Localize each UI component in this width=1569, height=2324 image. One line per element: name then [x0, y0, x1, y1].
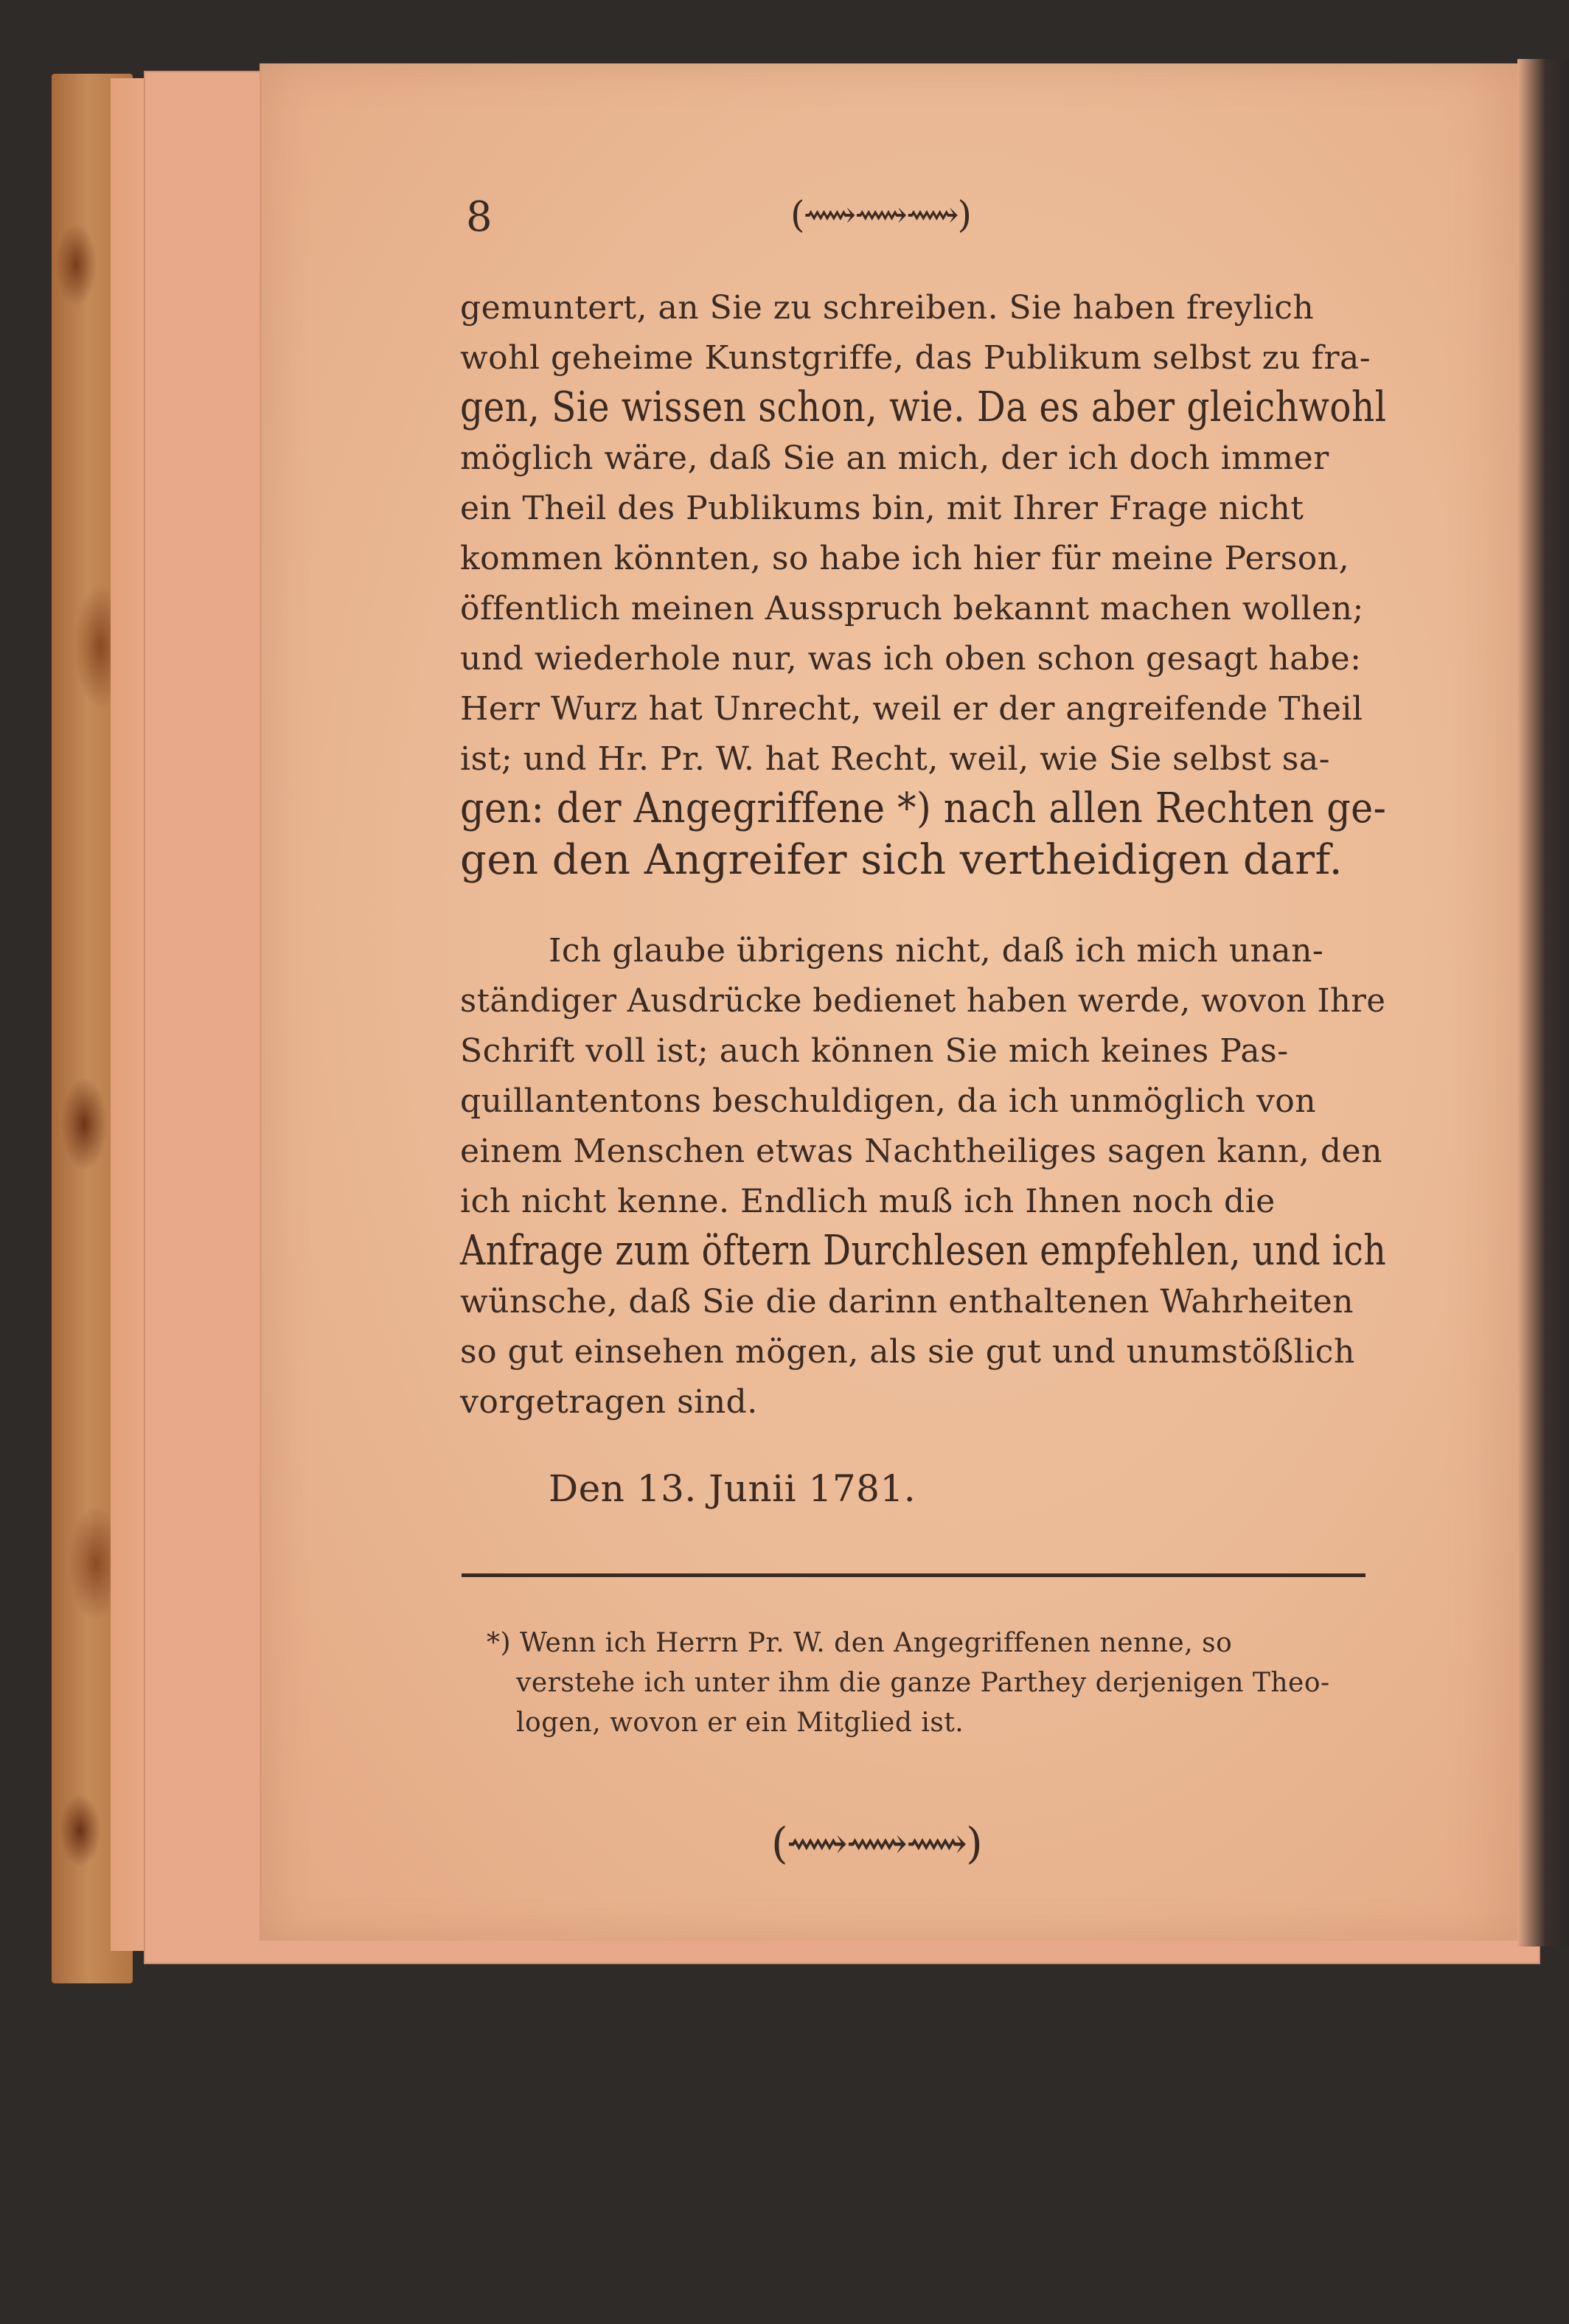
body-line: möglich wäre, daß Sie an mich, der ich doch immer [460, 439, 1329, 477]
footnote-line: logen, wovon er ein Mitglied ist. [516, 1708, 964, 1738]
body-line: wünsche, daß Sie die darinn enthaltenen Wahrheiten [460, 1283, 1354, 1321]
body-line: quillantentons beschuldigen, da ich unmöglich von [460, 1082, 1317, 1120]
body-line: Anfrage zum öftern Durchlesen empfehlen, und ich [460, 1227, 1387, 1275]
footnote-line: *) Wenn ich Herrn Pr. W. den Angegriffenen nenne, so [487, 1628, 1233, 1658]
body-line: ein Theil des Publikums bin, mit Ihrer Frage nicht [460, 490, 1304, 527]
footnote-rule [462, 1573, 1366, 1577]
body-line: gen: der Angegriffene *) nach allen Rechten ge- [460, 784, 1387, 832]
footnote-line: verstehe ich unter ihm die ganze Parthey derjenigen Theo- [516, 1668, 1330, 1698]
body-line: gen den Angreifer sich vertheidigen darf. [460, 836, 1343, 884]
date-line: Den 13. Junii 1781. [549, 1467, 916, 1510]
body-line: öffentlich meinen Ausspruch bekannt machen wollen; [460, 590, 1364, 627]
body-line: Schrift voll ist; auch können Sie mich keines Pas- [460, 1032, 1289, 1070]
body-line: gen, Sie wissen schon, wie. Da es aber gleichwohl [460, 383, 1387, 431]
body-line: so gut einsehen mögen, als sie gut und unumstößlich [460, 1333, 1355, 1371]
body-line: ständiger Ausdrücke bedienet haben werde, wovon Ihre [460, 982, 1386, 1020]
body-line: vorgetragen sind. [460, 1383, 758, 1421]
body-line: einem Menschen etwas Nachtheiliges sagen kann, den [460, 1133, 1382, 1170]
body-line: ich nicht kenne. Endlich muß ich Ihnen noch die [460, 1183, 1276, 1220]
body-line: und wiederhole nur, was ich oben schon gesagt habe: [460, 640, 1362, 678]
body-line: ist; und Hr. Pr. W. hat Recht, weil, wie Sie selbst sa- [460, 740, 1330, 778]
page-number: 8 [466, 193, 493, 241]
tailpiece-ornament: (⟿⟿⟿) [771, 1818, 981, 1868]
body-line: gemuntert, an Sie zu schreiben. Sie haben freylich [460, 289, 1315, 327]
body-line: kommen könnten, so habe ich hier für meine Person, [460, 540, 1350, 577]
header-ornament: (⟿⟿⟿) [790, 193, 971, 236]
page-gutter-shadow [1517, 59, 1569, 1946]
body-line: wohl geheime Kunstgriffe, das Publikum selbst zu fra- [460, 339, 1371, 377]
body-line: Herr Wurz hat Unrecht, weil er der angreifende Theil [460, 690, 1363, 728]
body-line: Ich glaube übrigens nicht, daß ich mich unan- [549, 932, 1324, 970]
